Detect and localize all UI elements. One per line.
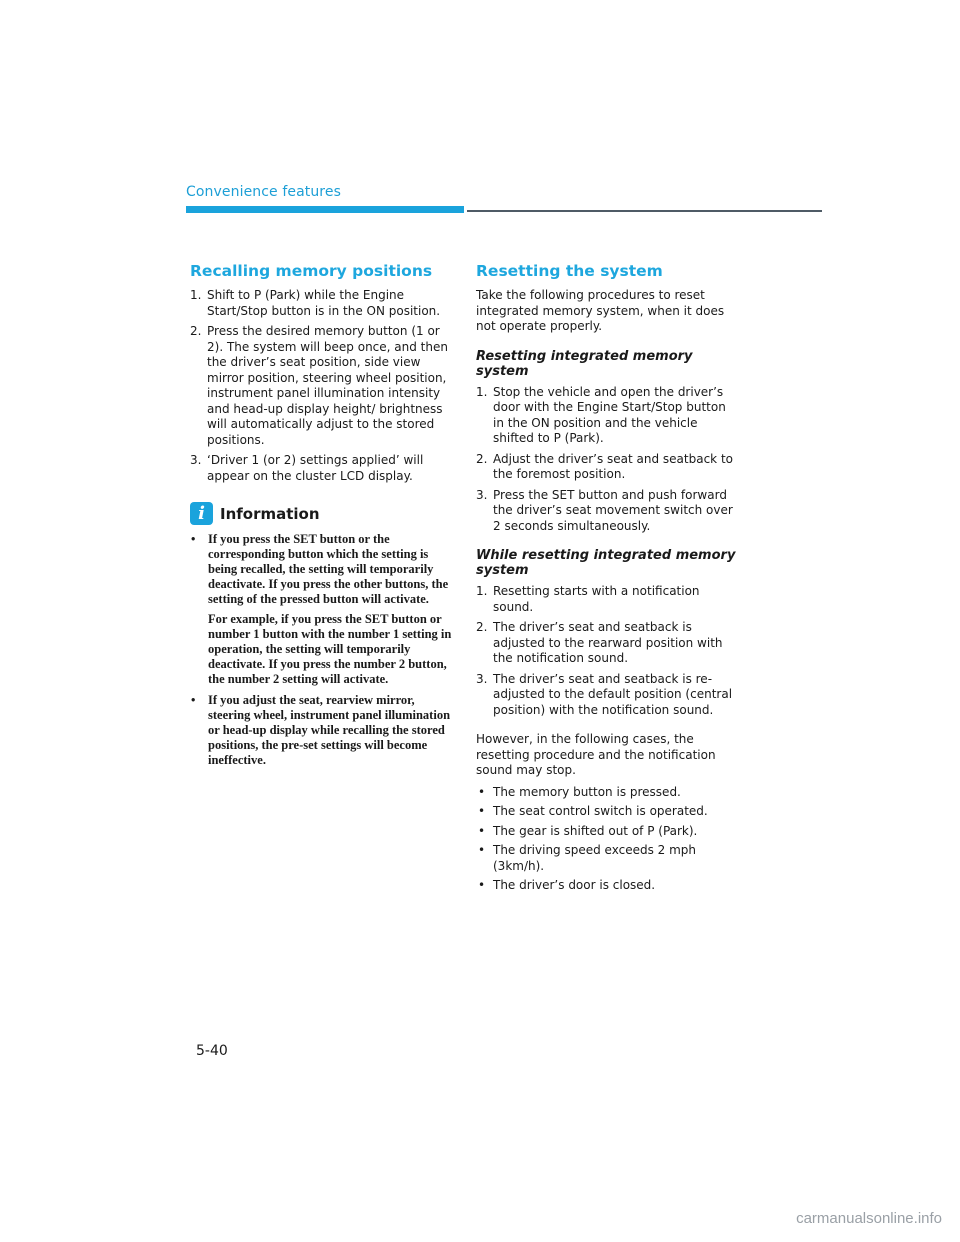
step-text: Stop the vehicle and open the driver’s door with the Engine Start/Stop button in the ON position and the vehicle shifted to P (Park).: [493, 384, 726, 445]
step-text: Press the desired memory button (1 or 2). The system will beep once, and then the driver’s seat position, side view mirror position, steering wheel position, instrument panel illumination intensity and head-up display height/ brightness will automatically adjust to the stored positions.: [207, 324, 448, 447]
list-item: [476, 878, 740, 894]
however-paragraph: However, in the following cases, the resetting procedure and the notification sound may stop.: [476, 732, 716, 777]
recalling-heading: Recalling memory positions: [190, 262, 433, 280]
info-example-text: For example, if you press the SET button or number 1 button with the number 1 setting in operation, the setting will temporarily deactivate. If you press the number 2 button, the number 2 setting will activate.: [208, 612, 452, 686]
information-list: [190, 532, 452, 768]
recalling-steps: [190, 288, 452, 484]
resetting-intro: Take the following procedures to reset integrated memory system, when it does not operate properly.: [476, 288, 725, 333]
bullet-text: The memory button is pressed.: [493, 784, 681, 799]
watermark: carmanualsonline.info: [796, 1210, 942, 1227]
step-number: 1.: [190, 288, 202, 302]
bullet-dot: •: [478, 823, 486, 838]
list-item: [190, 532, 452, 687]
list-item: [476, 824, 740, 840]
list-item: [476, 488, 740, 535]
step-number: 3.: [190, 453, 202, 467]
header-rule: [467, 210, 822, 212]
left-column: [190, 262, 452, 774]
while-resetting-steps: [476, 584, 740, 718]
resetting-heading: Resetting the system: [476, 262, 663, 280]
resetting-steps: [476, 385, 740, 535]
list-item: [476, 452, 740, 483]
step-number: 2.: [476, 451, 488, 466]
list-item: [190, 453, 452, 484]
right-column: [476, 262, 740, 898]
information-title: Information: [220, 504, 320, 523]
list-item: [476, 620, 740, 667]
step-text: Resetting starts with a notification sound.: [493, 584, 700, 614]
bullet-text: The seat control switch is operated.: [493, 804, 708, 818]
step-text: The driver’s seat and seatback is re-adjusted to the default position (central position) with the notification sound.: [493, 671, 733, 717]
section-title: Convenience features: [186, 184, 341, 200]
stop-conditions-list: [476, 785, 740, 894]
list-item: [190, 288, 452, 319]
page-number: 5-40: [196, 1043, 228, 1059]
bullet-text: The driving speed exceeds 2 mph (3km/h).: [493, 843, 697, 873]
step-number: 2.: [190, 324, 202, 338]
step-text: Adjust the driver’s seat and seatback to the foremost position.: [493, 451, 733, 481]
list-item: [476, 385, 740, 447]
step-text: ‘Driver 1 (or 2) settings applied’ will appear on the cluster LCD display.: [207, 453, 424, 483]
bullet-text: The gear is shifted out of P (Park).: [493, 823, 698, 838]
list-item: [476, 672, 740, 719]
step-text: The driver’s seat and seatback is adjusted to the rearward position with the notification sound.: [493, 620, 723, 665]
step-text: Shift to P (Park) while the Engine Start/Stop button is in the ON position.: [207, 288, 441, 318]
list-item: [190, 324, 452, 448]
list-item: [476, 804, 740, 820]
while-resetting-heading: While resetting integrated memory system: [476, 548, 736, 578]
info-text: If you press the SET button or the corresponding button which the setting is being recalled, the setting will temporarily deactivate. If you press the other buttons, the setting of the pressed button will activate.: [208, 532, 449, 606]
bullet-dot: •: [478, 784, 486, 799]
list-item: [476, 843, 740, 874]
bullet-dot: •: [478, 878, 486, 892]
information-header: [190, 502, 452, 525]
info-text: If you adjust the seat, rearview mirror, steering wheel, instrument panel illumination or head-up display while recalling the stored positions, the pre-set settings will become ineffective.: [208, 693, 451, 767]
step-number: 2.: [476, 620, 488, 634]
step-number: 1.: [476, 384, 488, 399]
info-icon: i: [190, 502, 213, 525]
list-item: [476, 785, 740, 801]
step-number: 3.: [476, 487, 488, 502]
resetting-integrated-heading: Resetting integrated memory system: [476, 348, 693, 379]
bullet-dot: •: [191, 532, 196, 546]
list-item: [190, 693, 452, 768]
header-accent-bar: [186, 206, 464, 213]
step-number: 3.: [476, 671, 488, 686]
step-number: 1.: [476, 584, 488, 598]
bullet-dot: •: [478, 843, 486, 857]
step-text: Press the SET button and push forward the driver’s seat movement switch over 2 seconds simultaneously.: [493, 487, 733, 533]
bullet-dot: •: [191, 693, 196, 707]
list-item: [476, 584, 740, 615]
bullet-text: The driver’s door is closed.: [493, 878, 656, 892]
bullet-dot: •: [478, 804, 486, 818]
